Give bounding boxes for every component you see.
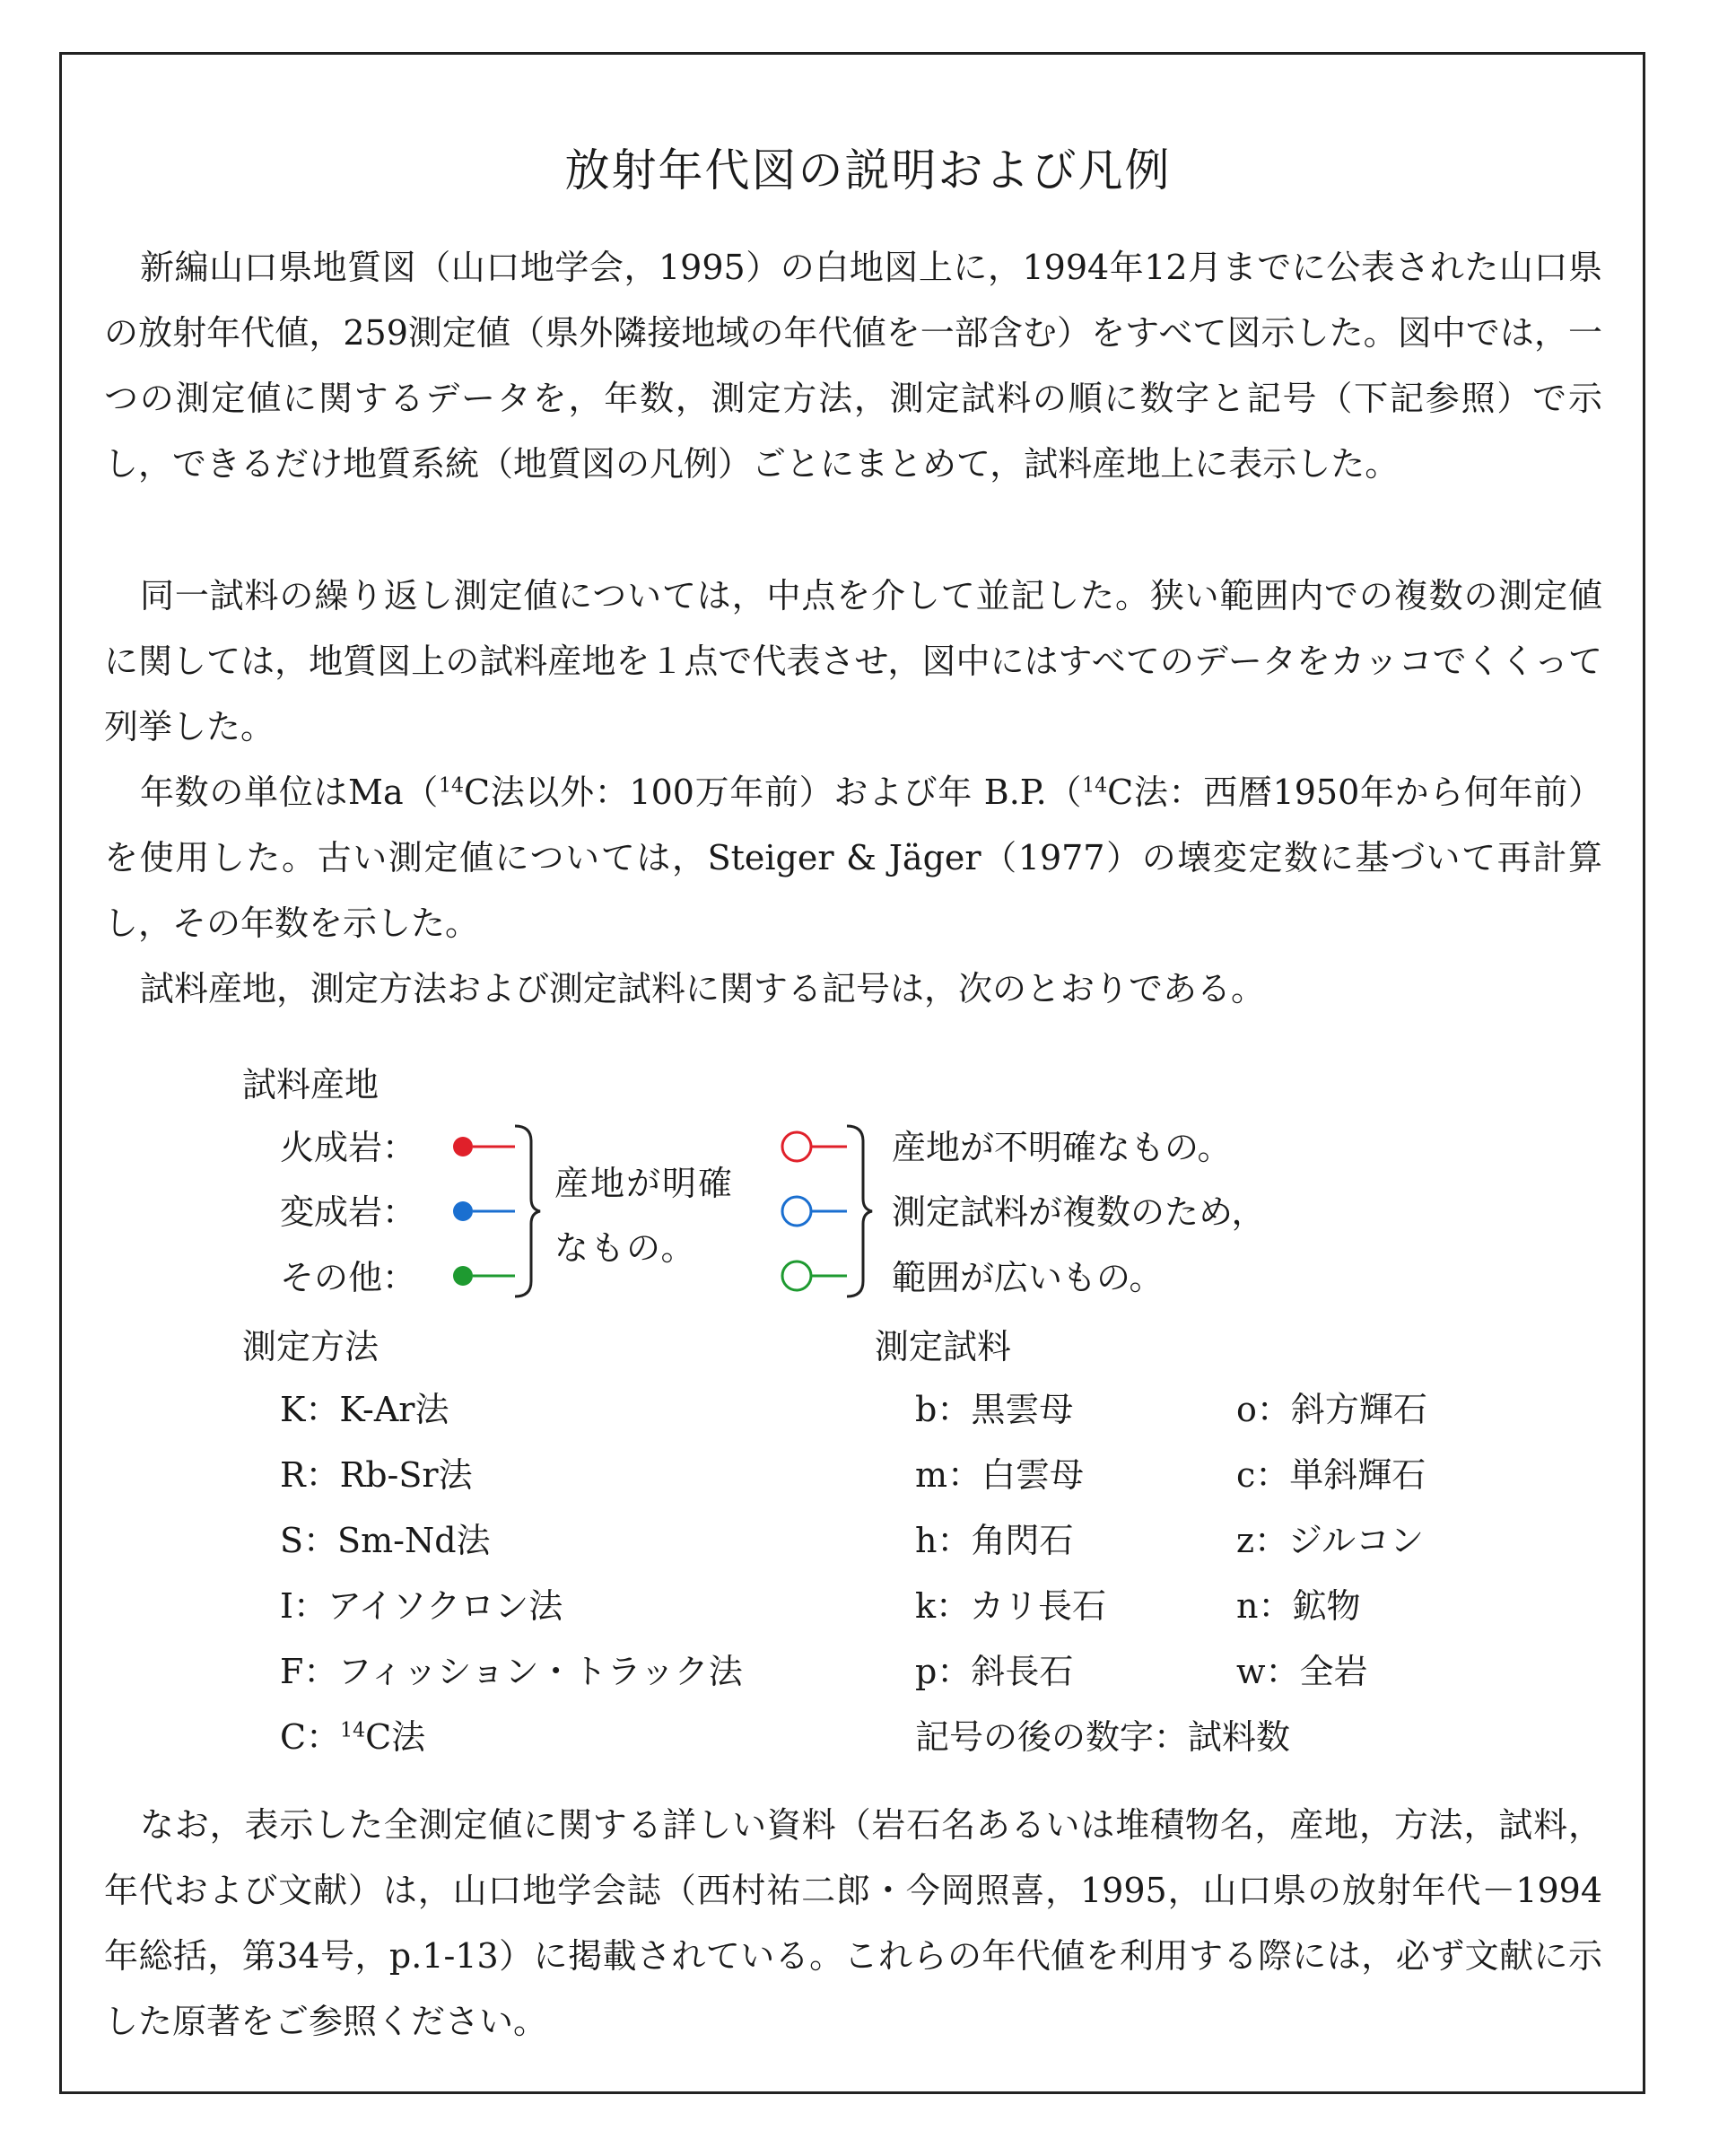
sample-h: h：角閃石 — [915, 1521, 1074, 1560]
sample-c: c：単斜輝石 — [1236, 1455, 1426, 1495]
method-c14-suffix: C法 — [365, 1717, 426, 1757]
units-sup-2: 14 — [1082, 774, 1108, 798]
symbols-intro-paragraph: 試料産地，測定方法および測定試料に関する記号は，次のとおりである。 — [140, 969, 1266, 1008]
open-red-marker-icon — [782, 1132, 847, 1161]
site-heading: 試料産地 — [242, 1065, 379, 1104]
sample-z: z：ジルコン — [1236, 1521, 1425, 1560]
units-text-2: C法以外：100万年前）および年 B.P.（ — [463, 772, 1083, 812]
method-rb-sr: R：Rb-Sr法 — [280, 1455, 473, 1495]
method-k-ar: K：K-Ar法 — [280, 1390, 449, 1429]
sample-w: w：全岩 — [1236, 1652, 1368, 1691]
units-text-1: 年数の単位はMa（ — [140, 772, 439, 812]
units-text-3: C法：西暦1950年から何年前）を使用した。古い測定値については，Steiger & Jäger（1977）の壊変定数に基づいて再計算し，その年数を示した。 — [104, 772, 1602, 943]
rock-type-igneous: 火成岩： — [280, 1128, 417, 1167]
rock-type-metamorphic: 変成岩： — [280, 1192, 417, 1232]
filled-red-marker-icon — [453, 1137, 515, 1157]
open-blue-marker-icon — [782, 1197, 847, 1226]
method-heading: 測定方法 — [242, 1327, 379, 1366]
sample-b: b：黒雲母 — [915, 1390, 1074, 1429]
method-c14 — [280, 1709, 425, 1759]
method-c14-sup: 14 — [340, 1719, 366, 1742]
brace-left-icon — [515, 1126, 540, 1296]
method-fission-track: F：フィッション・トラック法 — [280, 1652, 743, 1691]
open-green-marker-icon — [782, 1261, 847, 1290]
repeat-measurement-paragraph: 同一試料の繰り返し測定値については，中点を介して並記した。狭い範囲内での複数の測定値に関しては，地質図上の試料産地を１点で代表させ，図中にはすべてのデータをカッコでくくって列挙した。 — [104, 576, 1602, 746]
page-title: 放射年代図の説明および凡例 — [564, 144, 1172, 196]
units-sup-1: 14 — [438, 774, 464, 798]
filled-green-marker-icon — [453, 1266, 515, 1286]
sample-p: p：斜長石 — [915, 1652, 1074, 1691]
rock-type-other: その他： — [280, 1258, 417, 1297]
references-paragraph: なお，表示した全測定値に関する詳しい資料（岩石名あるいは堆積物名，産地，方法，試料，年代および文献）は，山口地学会誌（西村祐二郎・今岡照喜，1995，山口県の放射年代－1994年総括，第34号，p.1-13）に掲載されている。これらの年代値を利用する際には，必ず文献に示した原著をご参照ください。 — [104, 1805, 1602, 2041]
open-marker-text-2: 測定試料が複数のため， — [892, 1192, 1266, 1232]
sample-o: o：斜方輝石 — [1236, 1390, 1427, 1429]
filled-marker-text-2: なもの。 — [554, 1228, 697, 1268]
sample-k: k：カリ長石 — [915, 1586, 1107, 1626]
method-c14-prefix: C： — [280, 1717, 341, 1757]
sample-m: m：白雲母 — [915, 1455, 1085, 1495]
sample-count-note: 記号の後の数字：試料数 — [915, 1717, 1291, 1757]
filled-marker-text-1: 産地が明確 — [554, 1164, 735, 1203]
method-isochron: I：アイソクロン法 — [280, 1586, 563, 1626]
open-marker-text-3: 範囲が広いもの。 — [892, 1258, 1164, 1297]
open-marker-text-1: 産地が不明確なもの。 — [892, 1128, 1232, 1167]
sample-heading: 測定試料 — [875, 1327, 1012, 1366]
method-sm-nd: S：Sm-Nd法 — [280, 1521, 491, 1560]
sample-n: n：鉱物 — [1236, 1586, 1361, 1626]
brace-right-icon — [847, 1126, 872, 1296]
filled-blue-marker-icon — [453, 1201, 515, 1221]
intro-paragraph: 新編山口県地質図（山口地学会，1995）の白地図上に，1994年12月までに公表された山口県の放射年代値，259測定値（県外隣接地域の年代値を一部含む）をすべて図示した。図中では，一つの測定値に関するデータを，年数，測定方法，測定試料の順に数字と記号（下記参照）で示し，できるだけ地質系統（地質図の凡例）ごとにまとめて，試料産地上に表示した。 — [104, 248, 1602, 484]
